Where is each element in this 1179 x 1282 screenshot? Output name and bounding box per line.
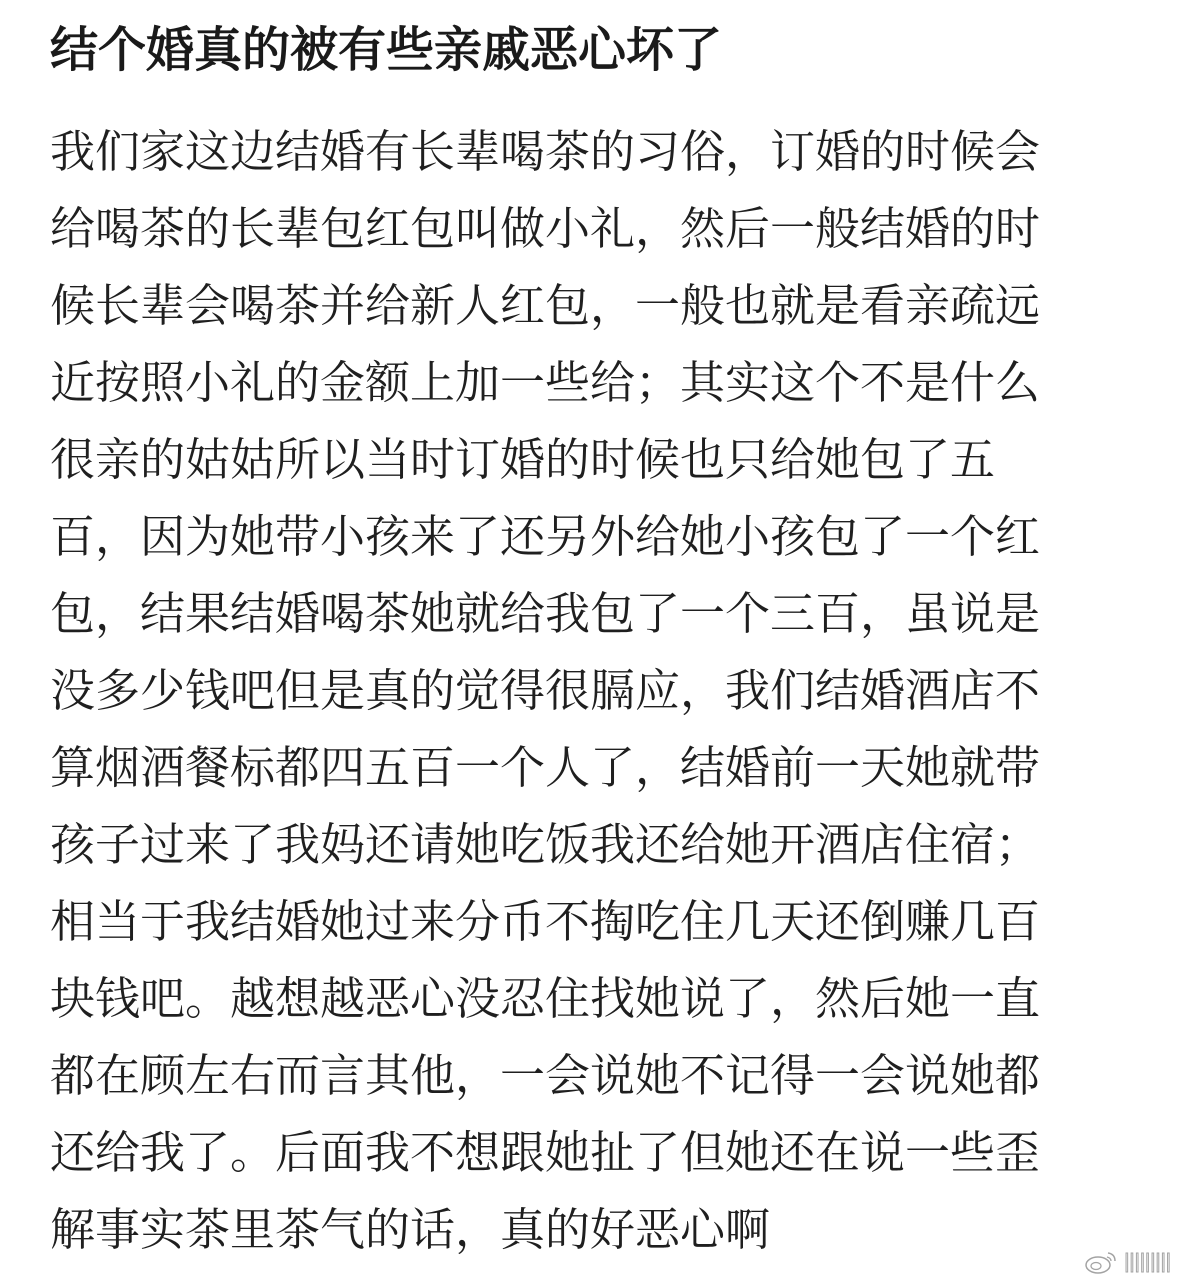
body-line: 候长辈会喝茶并给新人红包，一般也就是看亲疏远 [50,279,1041,332]
body-line: 都在顾左右而言其他，一会说她不记得一会说她都 [50,1049,1041,1102]
body-line: 百，因为她带小孩来了还另外给她小孩包了一个红 [50,510,1041,563]
post-title: 结个婚真的被有些亲戚恶心坏了 [50,22,723,78]
body-line: 还给我了。后面我不想跟她扯了但她还在说一些歪 [50,1126,1041,1179]
body-line: 很亲的姑姑所以当时订婚的时候也只给她包了五 [50,433,996,486]
body-line: 没多少钱吧但是真的觉得很膈应，我们结婚酒店不 [50,664,1041,717]
watermark-text: ||||||||| [1124,1250,1171,1273]
body-line: 我们家这边结婚有长辈喝茶的习俗，订婚的时候会 [50,125,1041,178]
body-line: 近按照小礼的金额上加一些给；其实这个不是什么 [50,356,1041,409]
body-line: 给喝茶的长辈包红包叫做小礼，然后一般结婚的时 [50,202,1041,255]
body-line: 孩子过来了我妈还请她吃饭我还给她开酒店住宿； [50,818,1041,871]
body-line: 相当于我结婚她过来分币不掏吃住几天还倒赚几百 [50,895,1041,948]
body-line: 包，结果结婚喝茶她就给我包了一个三百，虽说是 [50,587,1041,640]
body-line: 解事实茶里茶气的话，真的好恶心啊 [50,1203,771,1256]
post [50,18,1130,1268]
weibo-logo-icon [1084,1249,1118,1275]
post-body [50,113,1130,1268]
watermark [1084,1248,1171,1276]
body-line: 块钱吧。越想越恶心没忍住找她说了，然后她一直 [50,972,1041,1025]
body-line: 算烟酒餐标都四五百一个人了，结婚前一天她就带 [50,741,1041,794]
